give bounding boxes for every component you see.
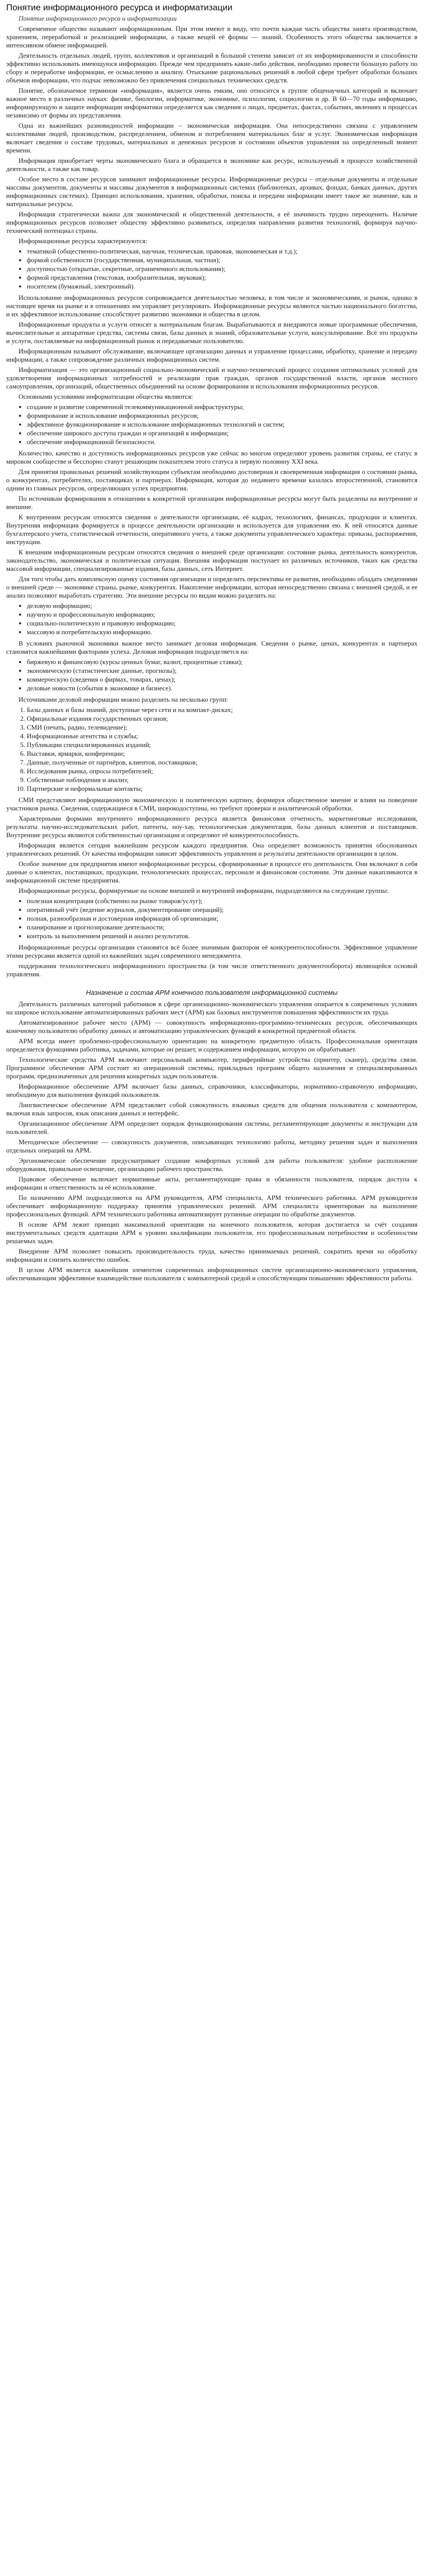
body-section-b bbox=[6, 449, 417, 600]
section-title: Назначение и состав АРМ конечного пользователя информационной системы bbox=[86, 989, 338, 996]
list-item: • полезная концентрация (собственно на рынке товаров/услуг); bbox=[27, 897, 417, 905]
list-item: • доступностью (открытые, секретные, ограниченного использования); bbox=[27, 265, 417, 273]
list-item: • формирование и использование информационных ресурсов; bbox=[27, 412, 417, 420]
list-heading: Информационные ресурсы характеризуются: bbox=[19, 237, 148, 245]
business-info-list bbox=[6, 658, 417, 692]
list-item: • полная, разнообразная и достоверная информация об организации; bbox=[27, 914, 417, 923]
groups-list bbox=[6, 897, 417, 940]
list-item: • создание и развитие современной телекоммуникационной инфраструктуры; bbox=[27, 403, 417, 411]
intro-section bbox=[6, 25, 417, 235]
list-item: 2. Официальные издания государственных органов; bbox=[27, 715, 417, 723]
list-item: • формой собственности (государственная, муниципальная, частная); bbox=[27, 256, 417, 264]
list-item: 9. Собственные наблюдения и анализ; bbox=[27, 776, 417, 784]
paragraph: Одна из важнейших разновидностей информации – экономическая информация. Она непосредственно связана с управлением коллективами людей, производством, распределением, обменом и потреблением материальных благ и услуг. Экономическая информация включает сведения о составе трудовых, материальных и денежных ресурсов и состоянии объектов управления на определенный момент времени. bbox=[6, 122, 417, 154]
list-heading: Основными условиями информатизации общества являются: bbox=[19, 393, 193, 400]
body-section-a bbox=[6, 294, 417, 391]
list-item: 6. Выставки, ярмарки, конференции; bbox=[27, 750, 417, 758]
list-item: • формой представления (текстовая, изобразительная, звуковая); bbox=[27, 274, 417, 282]
paragraph: Правовое обеспечение включает нормативные акты, регламентирующие права и обязанности пользователя, порядок доступа к информации и ответственность за её использование. bbox=[6, 1175, 417, 1191]
paragraph: Эргономическое обеспечение предусматривает создание комфортных условий для работы пользователя: удобное расположение оборудования, правильное освещение, организацию рабочего пространства. bbox=[6, 1157, 417, 1173]
paragraph: СМИ представляют информационную экономическую и политическую картину, формируя общественное мнение и влияя на поведение участников рынка. Сведения, содержащиеся в СМИ, широкодоступны, но требуют проверки и аналитической обработки. bbox=[6, 796, 417, 812]
paragraph: Особое значение для предприятия имеют информационные ресурсы, сформированные в процессе его деятельности. Они включают в себя данные о клиентах, поставщиках, продукции, технологических процессах, персонале и финансовом состоянии. Эти данные накапливаются в информационной системе предприятия. bbox=[6, 860, 417, 884]
paragraph: Организационное обеспечение АРМ определяет порядок функционирования системы, регламентирующие документы и инструкции для пользователей. bbox=[6, 1120, 417, 1136]
list-item: 4. Информационные агентства и службы; bbox=[27, 732, 417, 740]
paragraph: Для того чтобы дать комплексную оценку состояния организации и определить перспективы ее развития, необходимо обладать сведениями о внешней среде — экономике страны, рынке, конкурентах. Накопление информации, которая непосредственно связана с внешней средой, и ее анализ позволяют выработать стратегию. Эти внешние ресурсы по видам можно разделить на: bbox=[6, 575, 417, 599]
list-item: 5. Публикации специализированных изданий; bbox=[27, 741, 417, 749]
paragraph: Информационные ресурсы организации становятся всё более значимым фактором её конкурентоспособности. Эффективное управление этими ресурсами является одной из важнейших задач современного менеджмента. bbox=[6, 943, 417, 959]
list-item: • обеспечение широкого доступа граждан и организаций к информации; bbox=[27, 429, 417, 437]
list-item: • коммерческую (сведения о фирмах, товарах, ценах); bbox=[27, 675, 417, 684]
paragraph: Информационное обеспечение АРМ включает базы данных, справочники, классификаторы, нормативно-справочную информацию, необходимую для выполнения функций пользователя. bbox=[6, 1082, 417, 1098]
paragraph: Источниками деловой информации можно разделить на несколько групп: bbox=[19, 696, 229, 703]
sources-list bbox=[6, 706, 417, 793]
list-item: • планирование и прогнозирование деятельности; bbox=[27, 923, 417, 931]
list-item: 8. Исследования рынка, опросы потребителей; bbox=[27, 767, 417, 775]
external-types-list bbox=[6, 602, 417, 636]
paragraph: Информационные ресурсы, формируемые на основе внешней и внутренней информации, подразделяются на следующие группы: bbox=[19, 887, 389, 894]
list-item: • носителем (бумажный, электронный). bbox=[27, 282, 417, 291]
paragraph: По назначению АРМ подразделяются на АРМ руководителя, АРМ специалиста, АРМ технического работника. АРМ руководителя обеспечивает информационную поддержку принятия управленческих решений. АРМ специалиста ориентирован на выполнение профессиональных функций. АРМ технического работника автоматизирует рутинные операции по обработке документов. bbox=[6, 1194, 417, 1218]
paragraph: Информатизация — это организационный социально-экономический и научно-технический процесс создания оптимальных условий для удовлетворения информационных потребностей и реализации прав граждан, органов государственной власти, органов местного самоуправления, организаций, общественных объединений на основе формирования и использования информационных ресурсов. bbox=[6, 366, 417, 390]
paragraph: Количество, качество и доступность информационных ресурсов уже сейчас во многом определяют уровень развития страны, ее статус в мировом сообществе и бесспорно станут решающим показателем этого статуса в первую половину XXI века. bbox=[6, 449, 417, 465]
list-item: • деловые новости (события в экономике и бизнесе). bbox=[27, 684, 417, 692]
paragraph: Характерными формами внутреннего информационного ресурса является финансовая отчетность, маркетинговые исследования, результаты научно-исследовательских работ, патенты, ноу-хау, технологическая документация, базы данных клиентов и поставщиков. Внутренние ресурсы являются собственностью организации и определяют её конкурентоспособность. bbox=[6, 815, 417, 839]
list-item: • экономическую (статистические данные, прогнозы); bbox=[27, 667, 417, 675]
paragraph: В условиях рыночной экономики важное место занимает деловая информация. Сведения о рынке, ценах, конкурентах и партнерах становятся важнейшими факторами успеха. Деловая информация подразделяется на: bbox=[6, 639, 417, 655]
list-item: • контроль за выполнением решений и анализ результатов. bbox=[27, 932, 417, 940]
section-divider bbox=[6, 980, 417, 986]
list-item: 1. Базы данных и базы знаний, доступные через сети и на компакт-дисках; bbox=[27, 706, 417, 714]
paragraph: Информация стратегически важна для экономической и общественной деятельности, а её значимость трудно переоценить. Наличие информационных ресурсов позволяет обществу эффективно развиваться, определяя направления развития технологий, формируя научно-технический потенциал страны. bbox=[6, 210, 417, 234]
paragraph: Деятельность отдельных людей, групп, коллективов и организаций в большой степени зависит от их информированности и способности эффективно использовать имеющуюся информацию. Прежде чем предпринять какие-либо действия, необходимо провести большую работу по сбору и переработке информации, ее осмыслению и анализу. Отыскание рациональных решений в любой сфере требует обработки больших объемов информации, что подчас невозможно без привлечения специальных технических средств. bbox=[6, 52, 417, 84]
body-section-f bbox=[6, 943, 417, 978]
paragraph: Автоматизированное рабочее место (АРМ) — совокупность информационно-программно-технических ресурсов, обеспечивающих конечному пользователю обработку данных и автоматизацию управленческих функций в конкретной предметной области. bbox=[6, 1019, 417, 1035]
list-item: • деловую информацию; bbox=[27, 602, 417, 610]
paragraph: К внутренним ресурсам относятся сведения о деятельности организации, её кадрах, технологиях, финансах, продукции и клиентах. Внутренняя информация формируется в процессе деятельности организации и используется для управления ею. К ней относятся данные бухгалтерского учета, статистической отчетности, оперативного учета, а также документы управленческого характера: приказы, распоряжения, инструкции. bbox=[6, 513, 417, 546]
list-item: 10. Партнерские и неформальные контакты; bbox=[27, 785, 417, 793]
paragraph: поддержания технологического информационного пространства (в том числе ответственного документооборота) являющейся основой управления. bbox=[6, 962, 417, 978]
list-item: • социально-политическую и правовую информацию; bbox=[27, 619, 417, 628]
list-item: • массовую и потребительскую информацию. bbox=[27, 628, 417, 636]
paragraph: В целом АРМ является важнейшим элементом современных информационных систем организационно-экономического управления, обеспечивающим эффективное взаимодействие пользователя с компьютерной средой и способствующим повышению эффективности работы. bbox=[6, 1266, 417, 1282]
list-item: • эффективное функционирование и использование информационных технологий и систем; bbox=[27, 420, 417, 429]
body-section-e bbox=[6, 796, 417, 895]
paragraph: По источникам формирования в отношении к конкретной организации информационные ресурсы могут быть разделены на внутренние и внешние. bbox=[6, 495, 417, 511]
list-item: 7. Данные, полученные от партнёров, клиентов, поставщиков; bbox=[27, 758, 417, 767]
paragraph: АРМ всегда имеет проблемно-профессиональную ориентацию на конкретную предметную область. Профессиональная ориентация определяется функциями работника, задачами, которые он решает, и содержанием информации, которую он обрабатывает. bbox=[6, 1037, 417, 1053]
list-item: 3. СМИ (печать, радио, телевидение); bbox=[27, 723, 417, 732]
list-item: • биржевую и финансовую (курсы ценных бумаг, валют, процентные ставки); bbox=[27, 658, 417, 666]
paragraph: Технологические средства АРМ включают персональный компьютер, периферийные устройства (принтер, сканер), средства связи. Программное обеспечение АРМ состоит из операционной системы, прикладных программ общего назначения и специализированных программ, предназначенных для решения конкретных задач пользователя. bbox=[6, 1056, 417, 1080]
paragraph: Информация приобретает черты экономического блага и обращается в экономике как ресурс, используемый в процессе хозяйственной деятельности, а также как товар. bbox=[6, 157, 417, 173]
list-item: • оперативный учёт (ведение журналов, документирование операций); bbox=[27, 906, 417, 914]
list-item: • тематикой (общественно-политическая, научная, техническая, правовая, экономическая и т.д.); bbox=[27, 247, 417, 256]
list-item: • научную и профессиональную информацию; bbox=[27, 611, 417, 619]
resources-list bbox=[6, 247, 417, 291]
paragraph: Современное общество называют информационным. При этом имеют в виду, что почти каждая часть общества занята производством, хранением, переработкой и реализацией информации, а также вещей её формы — знаний. Особенность этого общества заключается в интенсивном обмене информацией. bbox=[6, 25, 417, 49]
paragraph: Внедрение АРМ позволяет повысить производительность труда, качество принимаемых решений, сократить время на обработку информации и снизить количество ошибок. bbox=[6, 1247, 417, 1263]
paragraph: Информационным называют обслуживание, включающее организацию данных и управление процессами, обработку, хранение и передачу информации, а также сопровождение различных информационных систем. bbox=[6, 347, 417, 363]
conditions-list bbox=[6, 403, 417, 446]
paragraph: Для принятия правильных решений хозяйствующим субъектам необходимо достоверная и своевременная информация о состоянии рынка, о конкурентах, потребителях, поставщиках и партнерах. Информация, которая до недавнего времени казалась второстепенной, становится одним из главных ресурсов, определяющих успех предприятия. bbox=[6, 468, 417, 492]
page-subtitle: Понятие информационного ресурса и информатизации bbox=[19, 14, 177, 22]
list-item: • обеспечение информационной безопасности. bbox=[27, 438, 417, 446]
paragraph: Информация является сегодня важнейшим ресурсом каждого предприятия. Она определяет возможность принятия обоснованных управленческих решений. От качества информации зависит эффективность управления и результаты деятельности организации в целом. bbox=[6, 841, 417, 857]
paragraph: Особое место в составе ресурсов занимают информационные ресурсы. Информационные ресурсы – отдельные документы и отдельные массивы документов, документы и массивы документов в информационных системах (библиотеках, архивах, фондах, банках данных, других информационных системах). Принцип использования, хранения, обработки, поиска и передачи информации имеет такое же значение, как и материальные ресурсы. bbox=[6, 175, 417, 208]
page-title: Понятие информационного ресурса и информатизации bbox=[6, 3, 233, 12]
paragraph: Понятие, обозначаемое термином «информация», является очень емким, оно относится к группе общенаучных категорий и включает важное место в различных науках: физике, биологии, информатике, экономике, психологии, социологии и др. В 60—70 годы информацию, информирующую и защите информации информатики определяется как сведения о лицах, предметах, фактах, событиях, явлениях и процессах независимо от формы их представления. bbox=[6, 87, 417, 119]
paragraph: Методическое обеспечение — совокупность документов, описывающих технологию работы, методику решения задач и выполнения отдельных операций на АРМ. bbox=[6, 1138, 417, 1154]
paragraph: В основе АРМ лежит принцип максимальной ориентации на конечного пользователя, которая достигается за счёт создания инструментальных средств адаптации АРМ к уровню квалификации пользователя, его профессиональным потребностям и особенностям решаемых задач. bbox=[6, 1221, 417, 1245]
document-page bbox=[0, 0, 424, 1297]
paragraph: Использование информационных ресурсов сопровождается деятельностью человека, в том числе и экономическими, и рынок, однако в настоящее время на рынке и в отношениях им управляет регулировать. Информационные ресурсы являются частью национального богатства, и их эффективное использование способствует развитию экономики и общества в целом. bbox=[6, 294, 417, 318]
section-arm bbox=[6, 1000, 417, 1282]
paragraph: Деятельность различных категорий работников в сфере организационно-экономического управления опирается в современных условиях на широкое использование автоматизированных рабочих мест (АРМ) как базовых инструментов повышения эффективности их труда. bbox=[6, 1000, 417, 1016]
paragraph: К внешним информационным ресурсам относятся сведения о внешней среде организации: состояние рынка, деятельность конкурентов, законодательство, экономическая и политическая ситуация. Внешняя информация поступает из различных источников, таких как средства массовой информации, специализированные издания, базы данных, сеть Интернет. bbox=[6, 548, 417, 572]
paragraph: Информационные продукты и услуги относят к материальным благам. Вырабатываются и внедряются новые программные обеспечения, вычислительные и аппаратные средства, системы связи, базы данных и знаний, образовательные услуги, консультирование. Всё это продукты и услуги, поставляемые на информационный рынок и передаваемые пользователю. bbox=[6, 320, 417, 345]
paragraph: Лингвистическое обеспечение АРМ представляет собой совокупность языковых средств для общения пользователя с компьютером, включая язык запросов, язык описания данных и интерфейс. bbox=[6, 1101, 417, 1117]
